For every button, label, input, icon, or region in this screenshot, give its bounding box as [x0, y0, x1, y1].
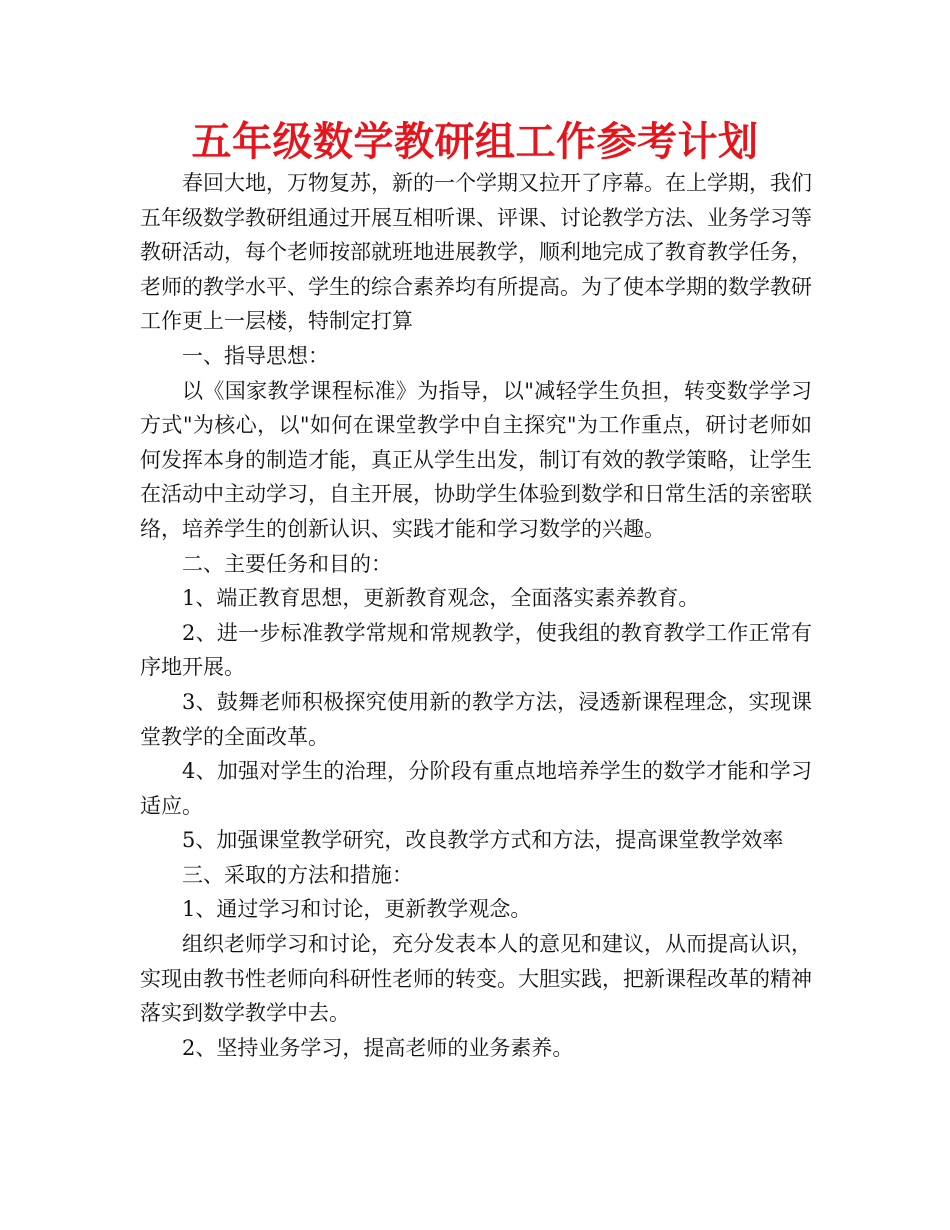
method-item-2: 2、坚持业务学习，提高老师的业务素养。 — [182, 1035, 574, 1060]
paragraph-intro: 春回大地，万物复苏，新的一个学期又拉开了序幕。在上学期，我们五年级数学教研组通过开展互相听课、评课、讨论教学方法、业务学习等教研活动，每个老师按部就班地进展教学，顺利地完成了教育教学任务，老师的教学水平、学生的综合素养均有所提高。为了使本学期的数学教研工作更上一层楼，特制定打算 — [140, 171, 812, 334]
heading-main-tasks: 二、主要任务和目的： — [182, 551, 392, 576]
task-item-5: 5、加强课堂教学研究，改良教学方式和方法，提高课堂教学效率 — [182, 828, 784, 853]
paragraph-guiding-ideology: 以《国家教学课程标准》为指导，以"减轻学生负担，转变数学学习方式"为核心，以"如何在课堂教学中自主探究"为工作重点，研讨老师如何发挥本身的制造才能，真正从学生出发，制订有效的教学策略，让学生在活动中主动学习，自主开展，协助学生体验到数学和日常生活的亲密联络，培养学生的创新认识、实践才能和学习数学的兴趣。 — [140, 378, 812, 541]
task-item-4: 4、加强对学生的治理，分阶段有重点地培养学生的数学才能和学习适应。 — [140, 759, 812, 818]
document-body — [140, 166, 812, 1065]
heading-methods: 三、采取的方法和措施： — [182, 862, 413, 887]
heading-guiding-ideology: 一、指导思想： — [182, 343, 329, 368]
task-item-3: 3、鼓舞老师积极探究使用新的教学方法，浸透新课程理念，实现课堂教学的全面改革。 — [140, 689, 812, 749]
task-item-1: 1、端正教育思想，更新教育观念，全面落实素养教育。 — [182, 586, 700, 611]
method-item-1: 1、通过学习和讨论，更新教学观念。 — [182, 897, 532, 922]
page-title: 五年级数学教研组工作参考计划 — [191, 119, 759, 165]
task-item-2: 2、进一步标准教学常规和常规教学，使我组的教育教学工作正常有序地开展。 — [140, 620, 812, 680]
paragraph-method-1-detail: 组织老师学习和讨论，充分发表本人的意见和建议，从而提高认识，实现由教书性老师向科研性老师的转变。大胆实践，把新课程改革的精神落实到数学教学中去。 — [140, 932, 812, 1026]
